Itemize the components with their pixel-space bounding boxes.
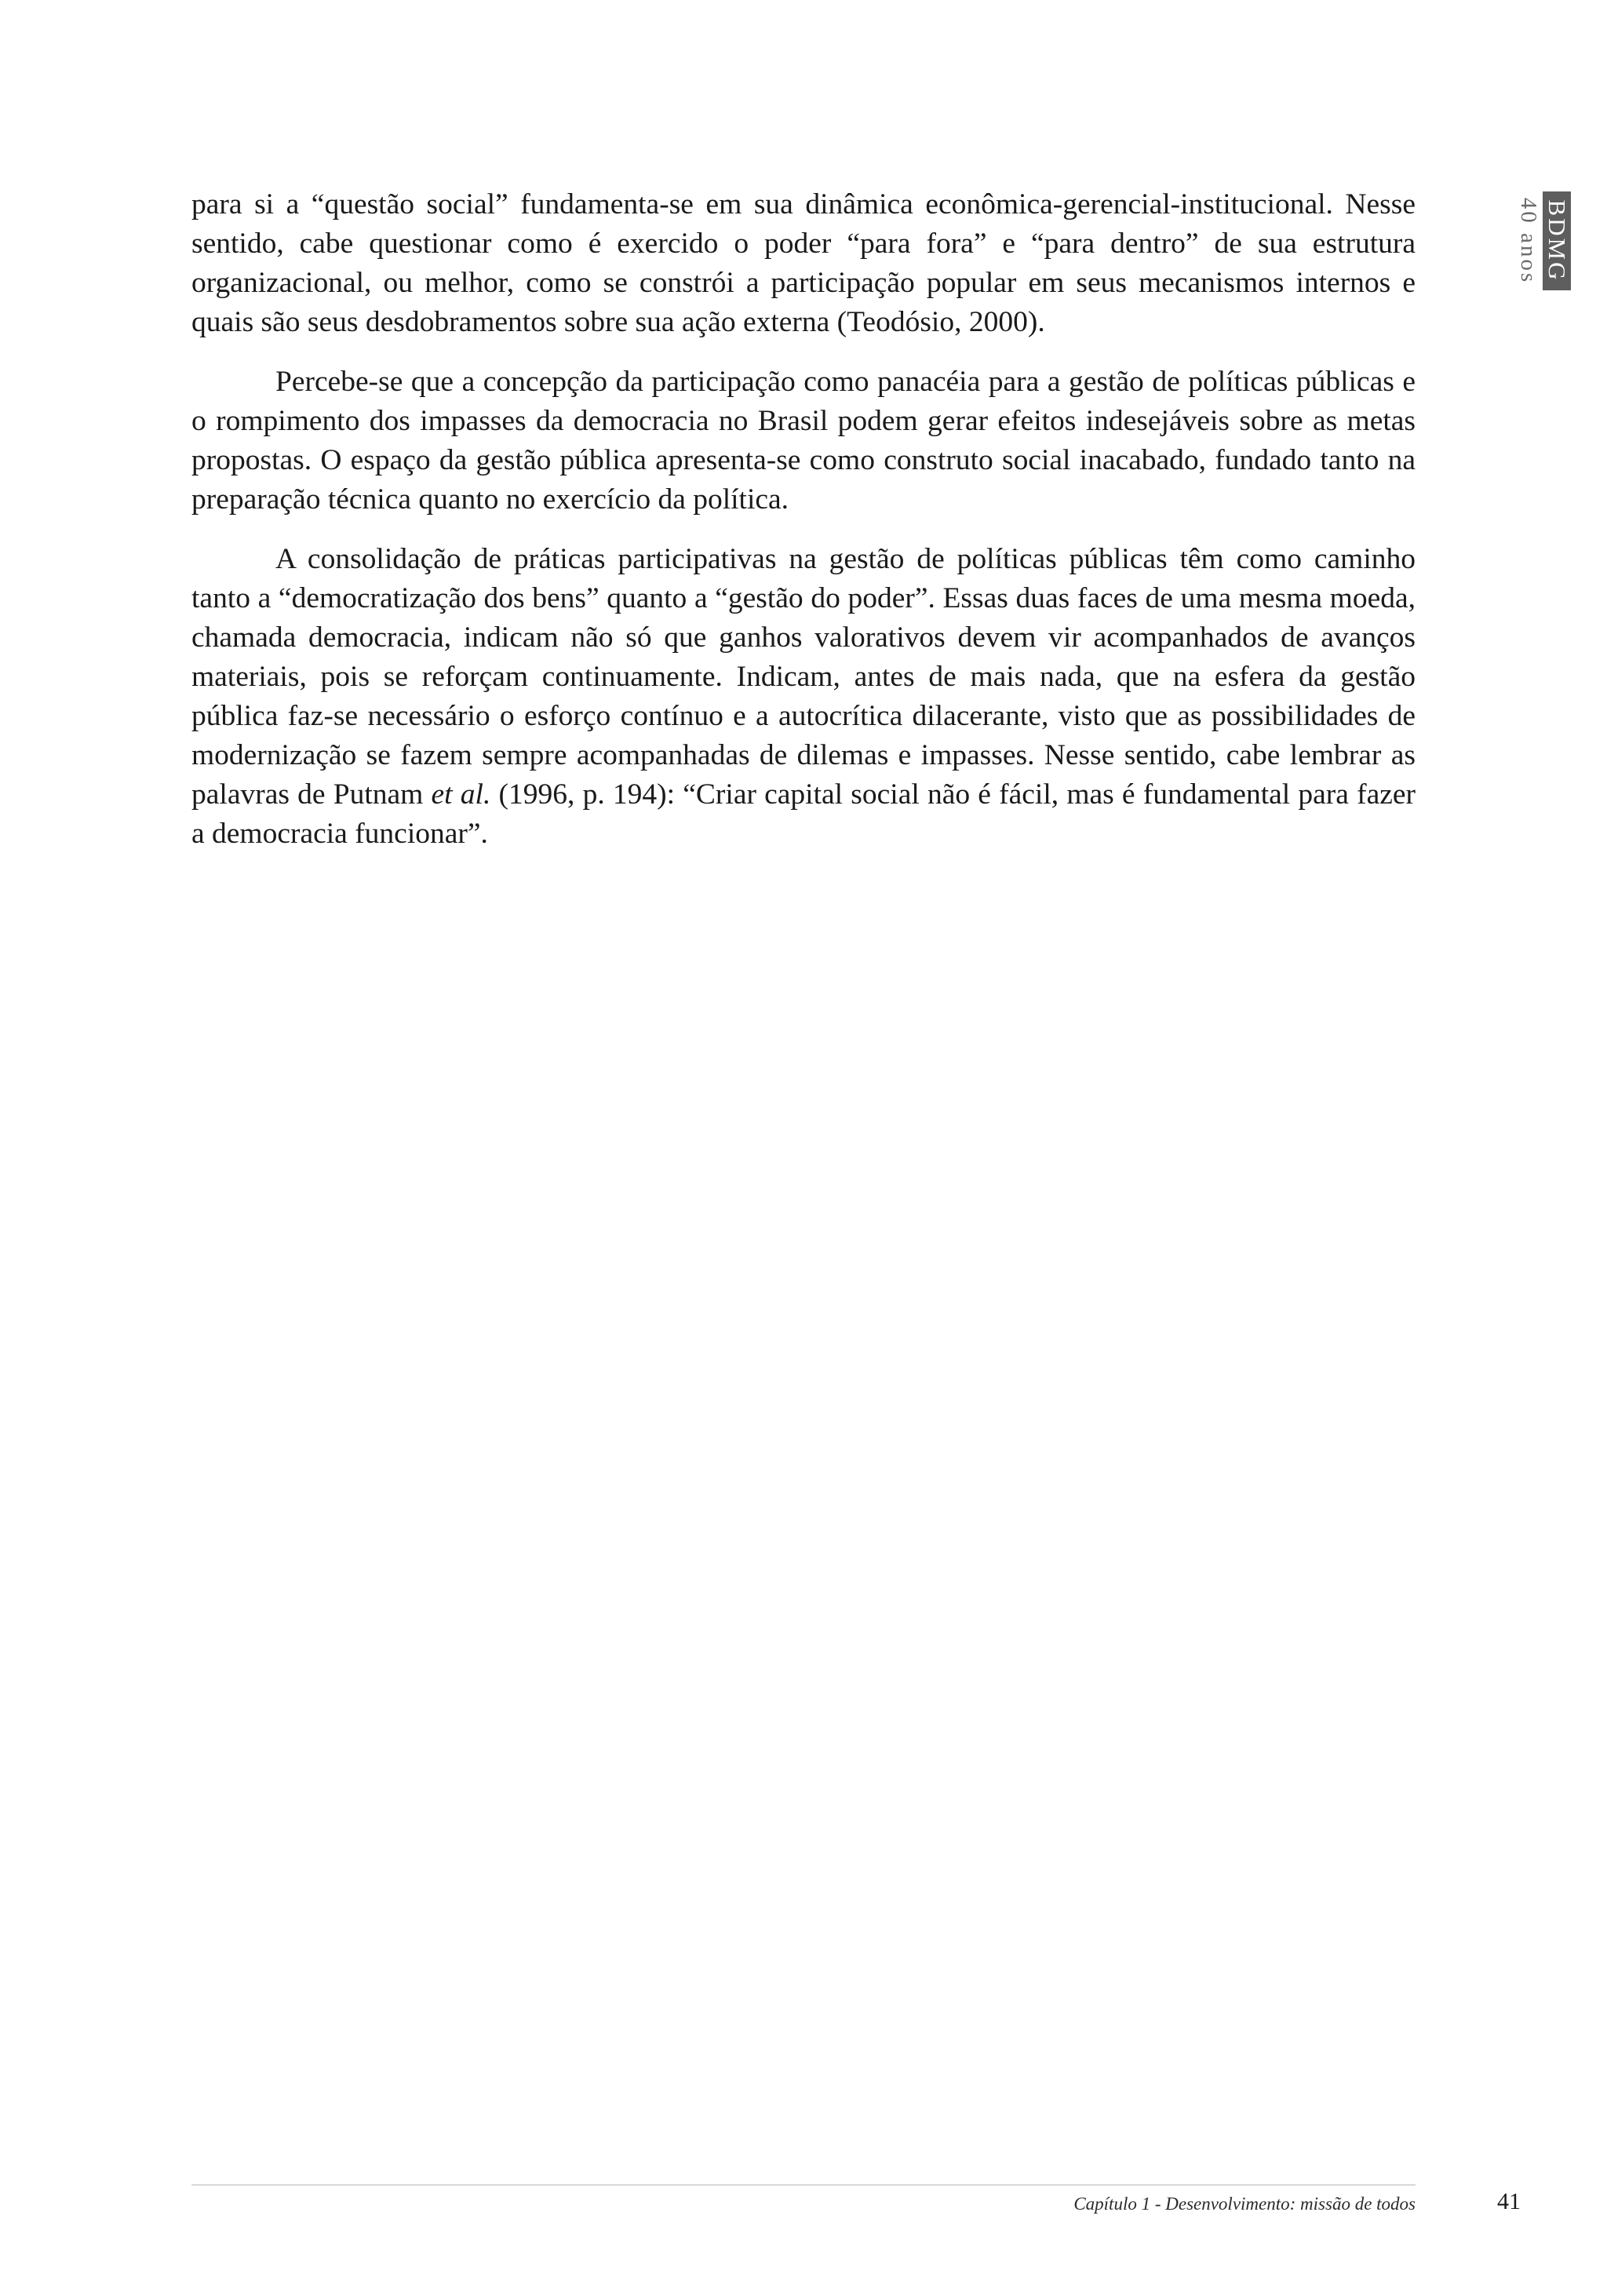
paragraph-3-italic: et al. — [431, 778, 491, 811]
footer-chapter-title: Capítulo 1 - Desenvolvimento: missão de todos — [1073, 2194, 1416, 2214]
paragraph-3-text-before: A consolidação de práticas participativas na gestão de políticas públicas têm como caminho tanto a “democratização dos bens” quanto a “gestão do poder”. Essas duas faces de uma mesma moeda, chamada democracia, indicam não só que ganhos valorativos devem vir acompanhados de avanços materiais, pois se reforçam continuamente. Indicam, antes de mais nada, que na esfera da gestão pública faz-se necessário o esforço contínuo e a autocrítica dilacerante, visto que as possibilidades de modernização se fazem sempre acompanhadas de dilemas e impasses. Nesse sentido, cabe lembrar as palavras de Putnam — [191, 543, 1416, 811]
side-badge-title: BDMG — [1543, 191, 1571, 290]
page-number: 41 — [1497, 2188, 1521, 2214]
body-text — [191, 185, 1416, 874]
side-badge-subtitle: 40 anos — [1516, 197, 1541, 285]
paragraph-1: para si a “questão social” fundamenta-se em sua dinâmica econômica-gerencial-institucional. Nesse sentido, cabe questionar como é exercido o poder “para fora” e “para dentro” de sua estrutura organizacional, ou melhor, como se constrói a participação popular em seus mecanismos internos e quais são seus desdobramentos sobre sua ação externa (Teodósio, 2000). — [191, 188, 1416, 338]
side-badge — [1514, 191, 1571, 290]
paragraph-2: Percebe-se que a concepção da participação como panacéia para a gestão de políticas públicas e o rompimento dos impasses da democracia no Brasil podem gerar efeitos indesejáveis sobre as metas propostas. O espaço da gestão pública apresenta-se como construto social inacabado, fundado tanto na preparação técnica quanto no exercício da política. — [191, 366, 1416, 516]
paragraph-3 — [191, 540, 1416, 854]
side-badge-rotated — [1514, 191, 1571, 290]
paragraph-3-text-after: (1996, p. 194): “Criar capital social não é fácil, mas é fundamental para fazer a democracia funcionar”. — [191, 778, 1416, 850]
